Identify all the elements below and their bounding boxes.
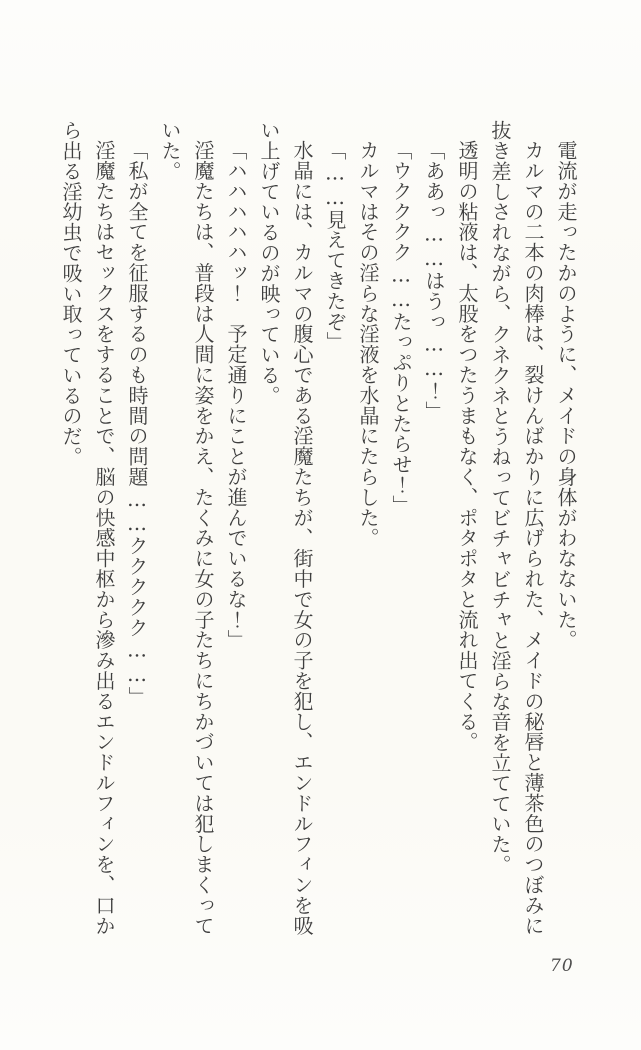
dialogue-line: 「ハハハハハッ！ 予定通りにことが進んでいるな！」 — [224, 140, 248, 650]
page-number: 70 — [550, 956, 574, 976]
vertical-text-block — [52, 120, 582, 936]
narration-paragraph: カルマはその淫らな淫液を水晶にたらした。 — [356, 140, 380, 548]
narration-paragraph: 淫魔たちは、普段は人間に姿をかえ、たくみに女の子たちにちかづいては犯しまくっていた。 — [158, 120, 215, 936]
narration-paragraph: 透明の粘液は、太股をつたうまもなく、ポタポタと流れ出てくる。 — [455, 140, 479, 752]
narration-paragraph: 電流が走ったかのように、メイドの身体がわなないた。 — [554, 140, 578, 650]
dialogue-line: 「ウクククク……たっぷりとたらせ！」 — [389, 140, 413, 516]
dialogue-line: 「私が全てを征服するのも時間の問題……ククククク……」 — [125, 140, 149, 707]
narration-paragraph: 水晶には、カルマの腹心である淫魔たちが、街中で女の子を犯し、エンドルフィンを吸い上げているのが映っている。 — [257, 120, 314, 936]
narration-paragraph: カルマの二本の肉棒は、裂けんばかりに広げられた、メイドの秘唇と薄茶色のつぼみに抜き差しされながら、クネクネとうねってビチャビチャと淫らな音を立てていた。 — [488, 120, 545, 936]
narration-paragraph: 淫魔たちはセックスをすることで、脳の快感中枢から滲み出るエンドルフィンを、口から出る淫幼虫で吸い取っているのだ。 — [59, 120, 116, 936]
dialogue-line: 「……見えてきたぞ」 — [323, 140, 347, 352]
dialogue-line: 「ああっ……はうっ……！」 — [422, 140, 446, 422]
